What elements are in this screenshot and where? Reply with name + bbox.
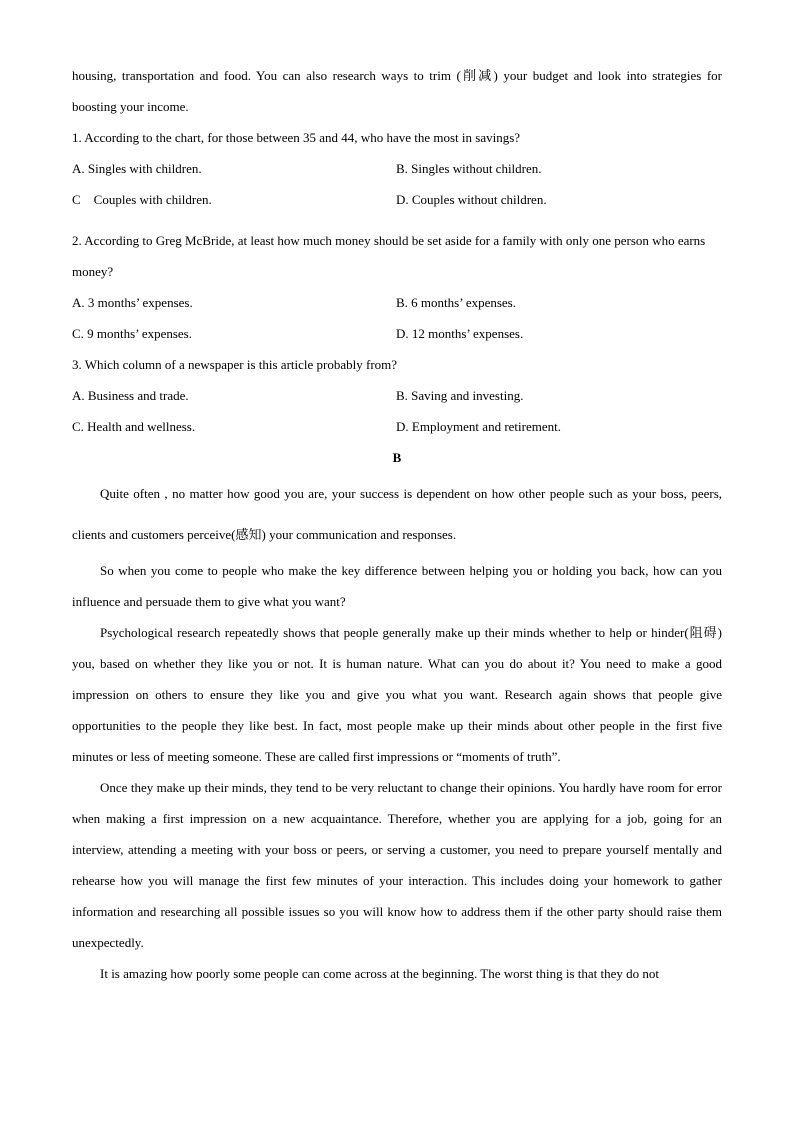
paragraph-1: Quite often , no matter how good you are, your success is dependent on how other people such as your boss, peers, clients and customers perceive(感知) your communication and responses. <box>72 486 722 542</box>
option-list <box>72 287 722 349</box>
option-c: C. Health and wellness. <box>72 419 196 434</box>
question-3 <box>72 349 722 442</box>
question-stem: 3. Which column of a newspaper is this article probably from? <box>72 357 398 372</box>
option-c: C. 9 months’ expenses. <box>72 326 192 341</box>
option-c: C Couples with children. <box>72 192 212 207</box>
option-d: D. Employment and retirement. <box>396 419 561 434</box>
option-a: A. 3 months’ expenses. <box>72 295 193 310</box>
option-b: B. Singles without children. <box>396 161 542 176</box>
question-1 <box>72 122 722 215</box>
paragraph-4: Once they make up their minds, they tend to be very reluctant to change their opinions. You hardly have room for error when making a first impression on a new acquaintance. Therefore, whether you are applying for a job, going for an interview, attending a meeting with your boss or peers, or serving a customer, you need to prepare yourself mentally and rehearse how you will manage the first few minutes of your interaction. This includes doing your homework to gather information and researching all possible issues so you will know how to address them if the other party should raise them unexpectedly. <box>72 780 722 950</box>
option-list <box>72 153 722 215</box>
option-a: A. Business and trade. <box>72 388 189 403</box>
section-heading: B <box>392 450 402 465</box>
paragraph-3: Psychological research repeatedly shows that people generally make up their minds whether to help or hinder(阻碍) you, based on whether they like you or not. It is human nature. What can you do about it? You need to make a good impression on others to ensure they like you and give you what you want. Research again shows that people give opportunities to the people they like best. In fact, most people make up their minds about other people in the first five minutes or less of meeting someone. These are called first impressions or “moments of truth”. <box>72 625 722 764</box>
option-a: A. Singles with children. <box>72 161 202 176</box>
option-d: D. 12 months’ expenses. <box>396 326 524 341</box>
question-stem: 1. According to the chart, for those between 35 and 44, who have the most in savings? <box>72 130 521 145</box>
option-b: B. 6 months’ expenses. <box>396 295 516 310</box>
passage-a-ending: housing, transportation and food. You can also research ways to trim (削减) your budget and look into strategies for boosting your income. <box>72 68 722 114</box>
option-list <box>72 380 722 442</box>
question-stem: 2. According to Greg McBride, at least how much money should be set aside for a family with only one person who earns money? <box>72 233 706 279</box>
question-2 <box>72 225 722 349</box>
paragraph-2: So when you come to people who make the key difference between helping you or holding you back, how can you influence and persuade them to give what you want? <box>72 563 722 609</box>
paragraph-5: It is amazing how poorly some people can come across at the beginning. The worst thing is that they do not <box>100 966 659 981</box>
option-b: B. Saving and investing. <box>396 388 524 403</box>
option-d: D. Couples without children. <box>396 192 547 207</box>
document-page <box>72 60 722 989</box>
